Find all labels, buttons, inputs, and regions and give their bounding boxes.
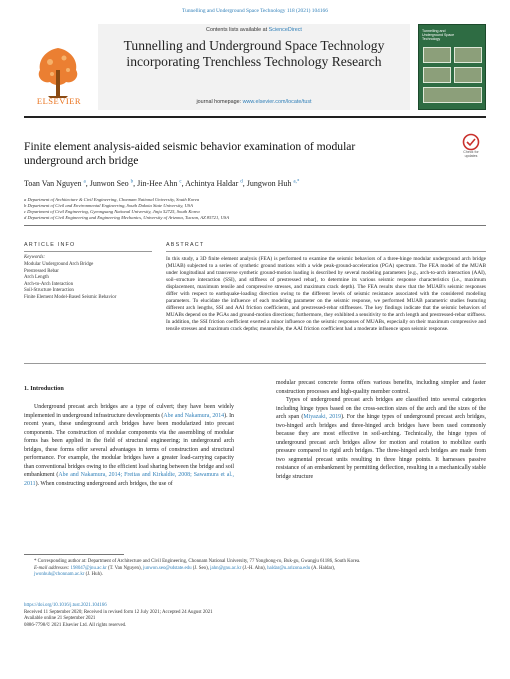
email-link[interactable]: haldar@u.arizona.edu	[267, 565, 311, 571]
citation-link[interactable]: Miyazaki, 2019	[303, 414, 342, 421]
journal-title-line1: Tunnelling and Underground Space Technology	[123, 38, 385, 53]
article-info-rule	[24, 251, 152, 252]
running-citation[interactable]: Tunnelling and Underground Space Technology 118 (2021) 104166	[182, 8, 328, 14]
check-for-updates-icon[interactable]	[458, 132, 484, 158]
abstract-text: In this study, a 3D finite element analysis (FEA) is performed to examine the seismic behaviors of a three-hinge modular underground arch bridge (MUAB) subjected to a series of synthetic ground motions with a wide peak-ground-acceleration (PGA) spectrum. The FEA model of the MUAB under longitudinal and transverse synthetic ground-motion loading is described by several modeling parameters [e.g., arch-to-arch interaction (AAI), soil–structure interaction (SSI), and stiffness of prestressed rebar], to determine its various seismic response characteristics (i.e., maximum displacement, maximum tensile and compressive stresses, and maximum crack depth). The FEA results show that the MUAB's seismic responses differ with respect to earthquake-loading direction owing to the different levels of seismic resistance associated with the considered modeling parameters. To elucidate the influence of each modeling parameter on the seismic response, we performed MUAB parametric studies featuring different arch lengths, SSI and AAI friction coefficients, and prestressed-rebar stiffnesses. The key findings indicate that the seismic behaviors of MUABs depend on the PGAs and ground-motion directions; furthermore, they exhibited a sensitivity to the arch length and prestressed-rebar stiffness. In addition, the SSI friction coefficient exerted a minor influence on the seismic responses of MUABs, especially on their maximum compressive and tensile stresses and maximum crack depths; meanwhile, the AAI friction coefficient had a moderate influence upon seismic response.	[166, 256, 486, 333]
section-rule	[24, 225, 486, 226]
keyword: Finite Element Model-Based Seismic Behavior	[24, 294, 117, 300]
author[interactable]: Junwon Seo $^b$	[89, 179, 134, 188]
keyword: Arch Length	[24, 275, 49, 281]
publication-info	[24, 603, 486, 629]
keyword: Prestressed Rebar	[24, 268, 59, 274]
journal-cover[interactable]	[418, 24, 486, 110]
author[interactable]: Toan Van Nguyen $^a$	[24, 179, 86, 188]
email-link[interactable]: jahn@gnu.ac.kr	[210, 565, 242, 571]
contents-line	[98, 27, 410, 33]
contents-prefix: Contents lists available at	[206, 27, 269, 33]
check-updates-label-1: Check for	[463, 150, 479, 154]
cover-image	[454, 47, 482, 63]
journal-homepage	[98, 99, 410, 105]
keywords-heading: Keywords:	[24, 255, 46, 260]
corresponding-author-note: * Corresponding author at: Department of Architecture and Civil Engineering, Chonnam National University, 77 Yongbong-ro, Buk-gu, Gwangju 61186, South Korea.	[34, 559, 361, 564]
received-dates: Received 11 September 2020; Received in revised form 12 July 2021; Accepted 24 August 2021	[24, 609, 213, 615]
author-list: Toan Van Nguyen $^a$, Junwon Seo $^b$, Jin-Hee Ahn $^c$, Achintya Haldar $^d$, Jungwon Huh $^{a,*}$	[24, 179, 300, 188]
homepage-prefix: journal homepage:	[196, 99, 243, 105]
sciencedirect-link[interactable]: ScienceDirect	[268, 27, 302, 33]
cover-image	[423, 47, 451, 63]
email-addresses: E-mail addresses: 198047@jnu.ac.kr (T. Van Nguyen), junwon.seo@sdstate.edu (J. Seo), jahn@gnu.ac.kr (J.-H. Ahn), haldar@u.arizona.edu (A. Haldar), jwonhuh@chonnam.ac.kr (J. Huh).	[34, 565, 336, 578]
article-info-heading: ARTICLE INFO	[24, 242, 76, 248]
cover-title-line3: Technology	[422, 37, 441, 42]
masthead-rule	[24, 116, 486, 118]
journal-title-line2: incorporating Trenchless Technology Research	[126, 53, 382, 69]
cover-image	[423, 87, 482, 103]
keyword: Arch-to-Arch Interaction	[24, 281, 74, 287]
paragraph: Types of underground precast arch bridges are classified into several categories including hinge types based on the cross-section sizes of the arch and the sizes of the arch span (Miyazaki, 2019). For the hinge types of underground precast arch bridges, two-hinged arch bridges and three-hinged arch bridges have been used commonly because they are most effective in soil-arching. Technically, the hinge types of underground precast arch bridges allow for motion and rotation to mobilize earth pressure compared to rigid arch bridges. The three-hinged arch bridges are made from two segmental precast units resulting in three hinge points. It harnesses passive resistance of an embankment by permitting deflection, resulting in a mechanically stable bridge structure	[276, 397, 486, 481]
footnotes	[24, 559, 486, 579]
cover-image	[423, 67, 451, 83]
affiliation: c Department of Civil Engineering, Gyeongsang National University, Jinju 52725, South Korea	[24, 209, 200, 215]
affiliation: d Department of Civil Engineering and Engineering Mechanics, University of Arizona, Tucson, AZ 85721, USA	[24, 215, 229, 221]
copyright: 0886-7798/© 2021 Elsevier Ltd. All rights reserved.	[24, 622, 127, 628]
email-link[interactable]: jwonhuh@chonnam.ac.kr	[34, 572, 85, 578]
keywords-list	[24, 262, 154, 302]
keyword: Modular Underground Arch Bridge	[24, 262, 94, 267]
doi-link[interactable]: https://doi.org/10.1016/j.tust.2021.104166	[24, 603, 107, 608]
body-column-left	[24, 403, 234, 488]
elsevier-tree-logo	[28, 40, 88, 102]
affiliations	[24, 197, 494, 221]
introduction-heading: 1. Introduction	[24, 385, 64, 392]
paragraph: Underground precast arch bridges are a type of culvert; they have been widely implemented in underground infrastructure developments (Abe and Nakamura, 2014). In recent years, these underground arch bridges have been modularized into precast components. The construction of modular components via the assembling of modular forms has been applied in the field of structural engineering; in underground arch bridges, these forms offer several advantages in terms of construction and structural performance. For example, the modular bridges have a greater load-carrying capacity than conventional bridges owing to the efficient load sharing between the bridge and soil embankment (Abe and Nakamura, 2014; Freitas and Kirkaldie, 2008; Sawamura et al., 2011). When constructing underground arch bridges, the use of	[24, 404, 234, 487]
email-link[interactable]: junwon.seo@sdstate.edu	[143, 565, 192, 571]
abstract-rule	[166, 251, 486, 252]
homepage-link[interactable]: www.elsevier.com/locate/tust	[242, 99, 312, 105]
cover-title	[422, 29, 484, 42]
keyword: Soil-Structure Interaction	[24, 288, 74, 294]
available-online: Available online 21 September 2021	[24, 616, 96, 622]
paragraph: modular precast concrete forms offers various benefits, including simpler and faster construction processes and high-quality member control.	[276, 380, 486, 395]
article-title: Finite element analysis-aided seismic behavior examination of modular underground arch bridge	[24, 140, 356, 168]
abstract-bottom-rule	[24, 363, 486, 364]
cover-title-line1: Tunnelling and	[422, 29, 446, 33]
affiliation: a Department of Architecture & Civil Engineering, Chonnam National University, South Korea	[24, 197, 200, 202]
footnote-rule	[24, 554, 124, 555]
cover-image	[454, 67, 482, 83]
body-column-right	[276, 379, 486, 482]
cover-title-line2: Underground Space	[422, 33, 455, 38]
author[interactable]: Achintya Haldar $^d$	[185, 179, 243, 188]
citation-link[interactable]: Abe and Nakamura, 2014	[163, 412, 225, 419]
affiliation: b Department of Civil and Environmental Engineering, South Dakota State University, USA	[24, 203, 193, 209]
publisher-name: ELSEVIER	[36, 96, 82, 106]
abstract-heading: ABSTRACT	[166, 242, 205, 248]
journal-title	[98, 38, 410, 69]
email-link[interactable]: 198047@jnu.ac.kr	[70, 565, 107, 571]
author[interactable]: Jungwon Huh $^{a,*}$	[246, 179, 300, 188]
citation-link[interactable]: Abe and Nakamura, 2014; Freitas and Kirkaldie, 2008; Sawamura et al., 2011	[24, 472, 234, 487]
check-updates-label-2: updates	[464, 154, 478, 158]
author[interactable]: Jin-Hee Ahn $^c$	[137, 179, 182, 188]
